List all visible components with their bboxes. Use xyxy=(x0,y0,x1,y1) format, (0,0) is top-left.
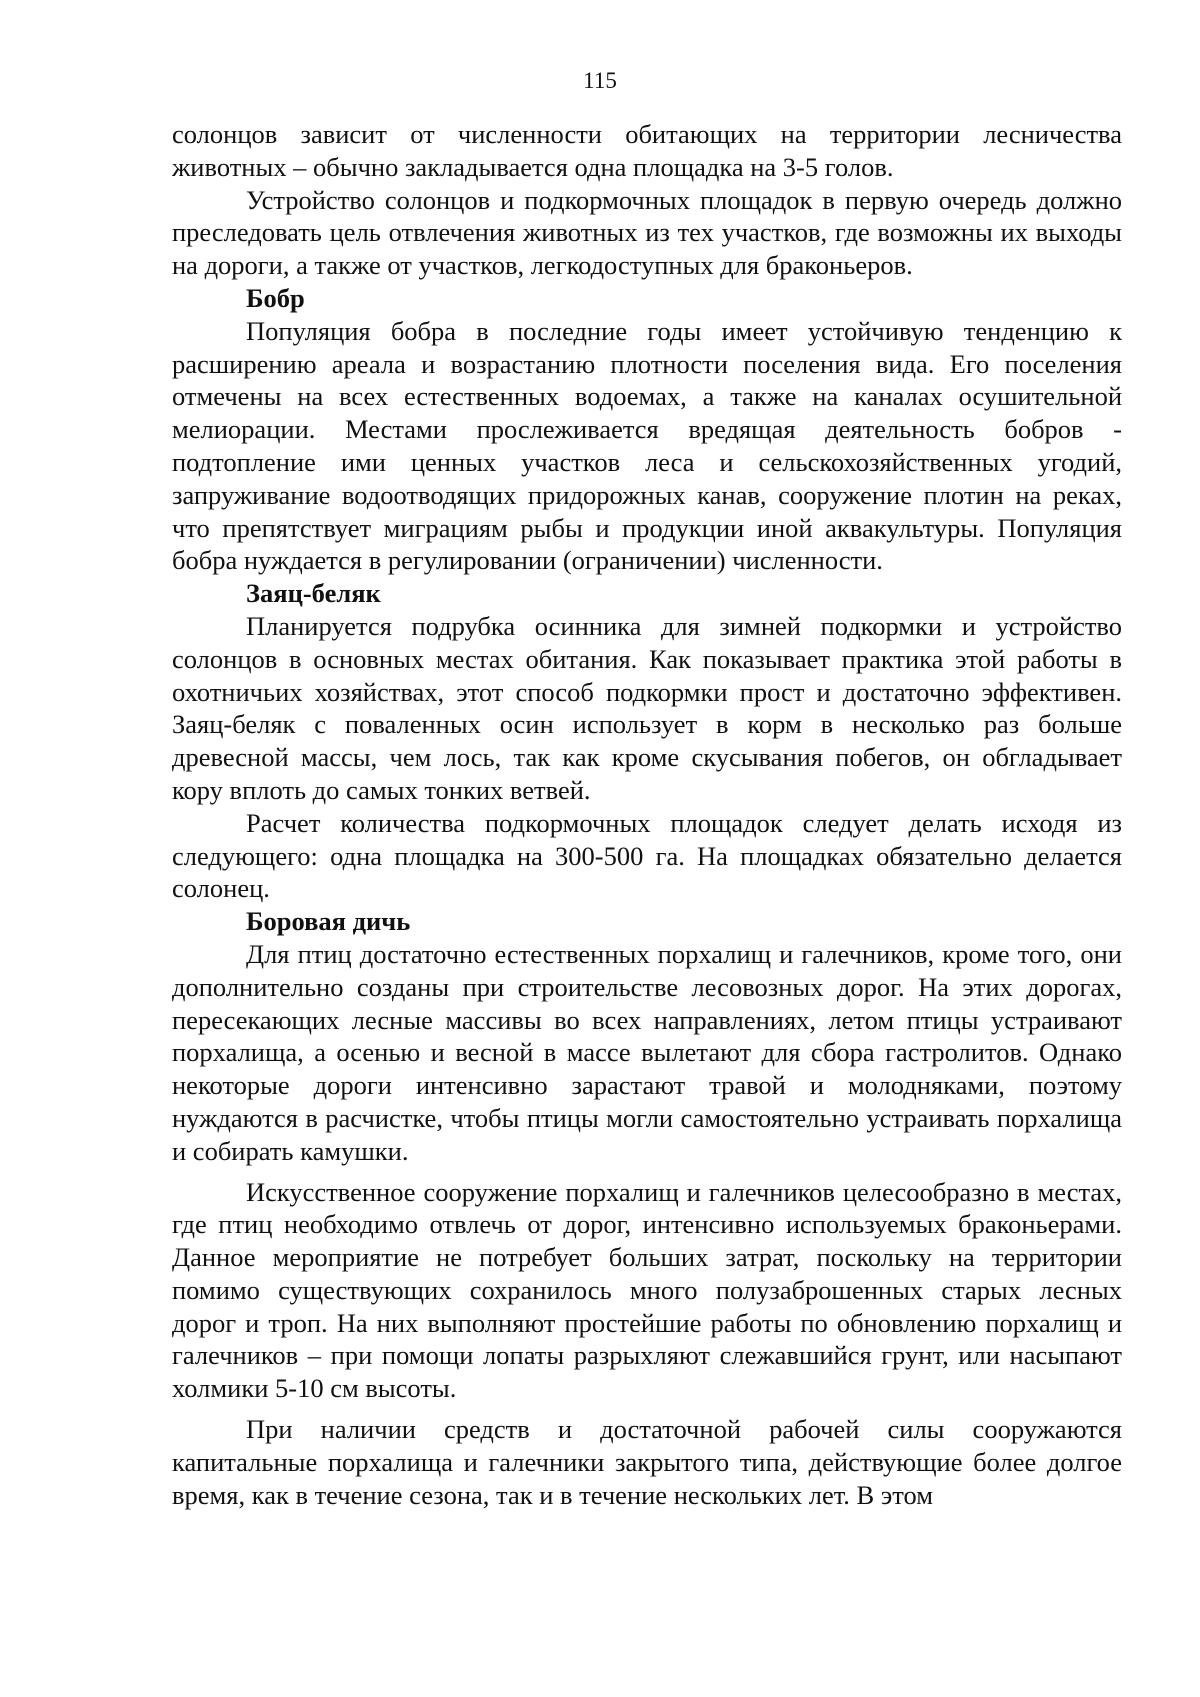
paragraph-beaver-population: Популяция бобра в последние годы имеет устойчивую тенденцию к расширению ареала и возрастанию плотности поселения вида. Его поселения отмечены на всех естественных водоемах, а также на каналах осушительной мелиорации. Местами прослеживается вредящая деятельность бобров - подтопление ими ценных участков леса и сельскохозяйственных угодий, запруживание водоотводящих придорожных канав, сооружение плотин на реках, что препятствует миграциям рыбы и продукции иной аквакультуры. Популяция бобра нуждается в регулировании (ограничении) численности. xyxy=(172,315,1122,576)
paragraph-intro-continuation: солонцов зависит от численности обитающих на территории лесничества животных – обычно закладывается одна площадка на 3-5 голов. xyxy=(172,119,1122,182)
document-body xyxy=(172,118,1122,1511)
paragraph-hare-feeding-areas: Расчет количества подкормочных площадок следует делать исходя из следующего: одна площадка на 300-500 га. На площадках обязательно делается солонец. xyxy=(172,807,1122,904)
paragraph-salt-licks-purpose: Устройство солонцов и подкормочных площадок в первую очередь должно преследовать цель отвлечения животных из тех участков, где возможны их выходы на дороги, а также от участков, легкодоступных для браконьеров. xyxy=(172,184,1122,281)
paragraph-hare-feeding: Планируется подрубка осинника для зимней подкормки и устройство солонцов в основных местах обитания. Как показывает практика этой работы в охотничьих хозяйствах, этот способ подкормки прост и достаточно эффективен. Заяц-беляк с поваленных осин использует в корм в несколько раз больше древесной массы, чем лось, так как кроме скусывания побегов, он обгладывает кору вплоть до самых тонких ветвей. xyxy=(172,610,1122,805)
section-heading-beaver: Бобр xyxy=(246,282,305,313)
paragraph-game-birds-artificial: Искусственное сооружение порхалищ и галечников целесообразно в местах, где птиц необходимо отвлечь от дорог, интенсивно используемых браконьерами. Данное мероприятие не потребует больших затрат, поскольку на территории помимо существующих сохранилось много полузаброшенных старых лесных дорог и троп. На них выполняют простейшие работы по обновлению порхалищ и галечников – при помощи лопаты разрыхляют слежавшийся грунт, или насыпают холмики 5-10 см высоты. xyxy=(172,1176,1122,1404)
section-heading-hare: Заяц-беляк xyxy=(246,578,381,609)
section-heading-game-birds: Боровая дичь xyxy=(246,906,411,937)
page-number: 115 xyxy=(583,68,617,93)
paragraph-game-birds-natural: Для птиц достаточно естественных порхалищ и галечников, кроме того, они дополнительно созданы при строительстве лесовозных дорог. На этих дорогах, пересекающих лесные массивы во всех направлениях, летом птицы устраивают порхалища, а осенью и весной в массе вылетают для сбора гастролитов. Однако некоторые дороги интенсивно зарастают травой и молодняками, поэтому нуждаются в расчистке, чтобы птицы могли самостоятельно устраивать порхалища и собирать камушки. xyxy=(172,938,1122,1166)
paragraph-game-birds-capital: При наличии средств и достаточной рабочей силы сооружаются капитальные порхалища и галечники закрытого типа, действующие более долгое время, как в течение сезона, так и в течение нескольких лет. В этом xyxy=(172,1414,1122,1510)
